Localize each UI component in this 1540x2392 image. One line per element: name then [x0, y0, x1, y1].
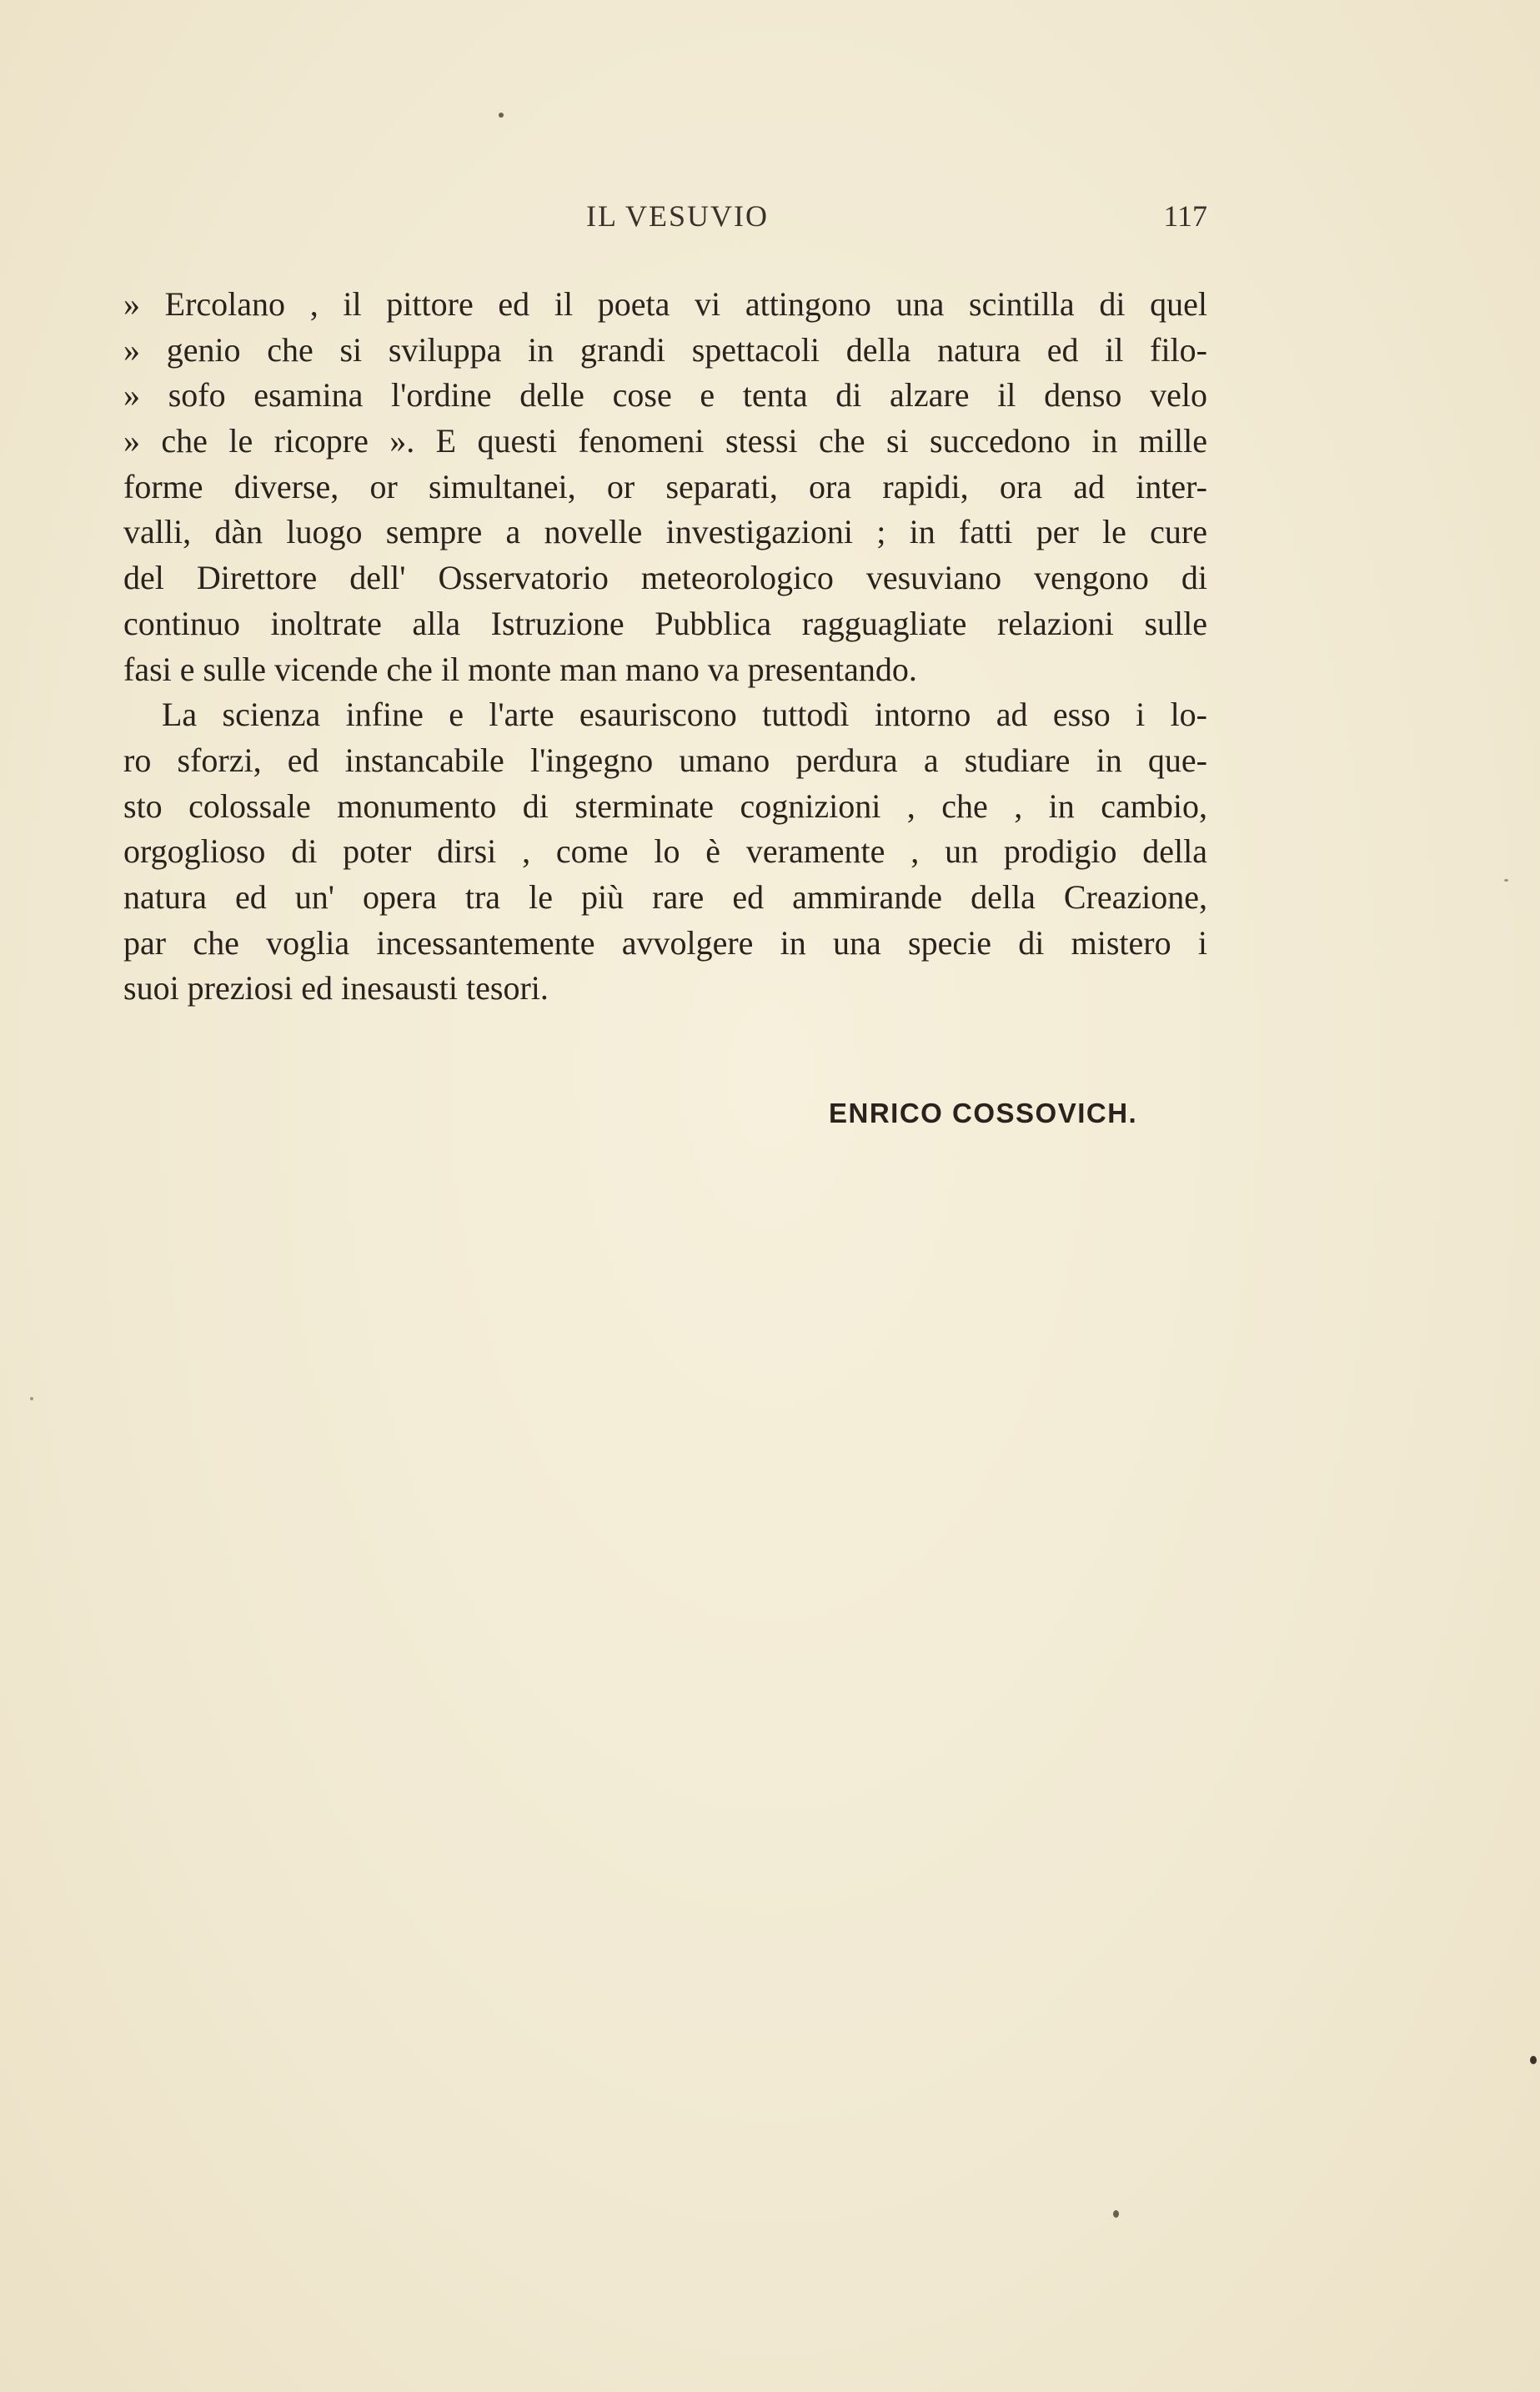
- text-line: » sofo esamina l'ordine delle cose e tenta di alzare il denso velo: [123, 376, 1207, 415]
- text-line: forme diverse, or simultanei, or separati, ora rapidi, ora ad inter-: [123, 467, 1207, 505]
- author-signature: ENRICO COSSOVICH.: [829, 1098, 1138, 1128]
- page-number: 117: [1163, 199, 1207, 233]
- text-line: fasi e sulle vicende che il monte man mano va presentando.: [123, 650, 917, 688]
- text-line: sto colossale monumento di sterminate cognizioni , che , in cambio,: [123, 786, 1207, 825]
- text-line: orgoglioso di poter dirsi , come lo è veramente , un prodigio della: [123, 832, 1207, 871]
- text-line: suoi preziosi ed inesausti tesori.: [123, 969, 549, 1008]
- text-line: valli, dàn luogo sempre a novelle investigazioni ; in fatti per le cure: [123, 513, 1207, 551]
- text-line: continuo inoltrate alla Istruzione Pubblica ragguagliate relazioni sulle: [123, 604, 1207, 642]
- text-line: » Ercolano , il pittore ed il poeta vi attingono una scintilla di quel: [123, 285, 1207, 323]
- paper-speck: [1113, 2210, 1119, 2218]
- text-line: natura ed un' opera tra le più rare ed ammirande della Creazione,: [123, 877, 1207, 916]
- text-line: La scienza infine e l'arte esauriscono tuttodì intorno ad esso i lo-: [162, 696, 1207, 734]
- text-line: » genio che si sviluppa in grandi spettacoli della natura ed il filo-: [123, 330, 1207, 369]
- paper-speck: [30, 1397, 33, 1400]
- text-line: del Direttore dell' Osservatorio meteorologico vesuviano vengono di: [123, 559, 1207, 597]
- body-text: [123, 282, 1207, 1012]
- page-header: [123, 198, 1207, 240]
- paper-speck: [499, 113, 504, 118]
- text-line: ro sforzi, ed instancabile l'ingegno umano perdura a studiare in que-: [123, 741, 1207, 779]
- paper-speck: [1504, 879, 1508, 882]
- text-line: » che le ricopre ». E questi fenomeni stessi che si succedono in mille: [123, 422, 1207, 460]
- paper-speck: [1530, 2056, 1537, 2064]
- running-title: IL VESUVIO: [586, 199, 769, 233]
- text-line: par che voglia incessantemente avvolgere in una specie di mistero i: [123, 923, 1207, 962]
